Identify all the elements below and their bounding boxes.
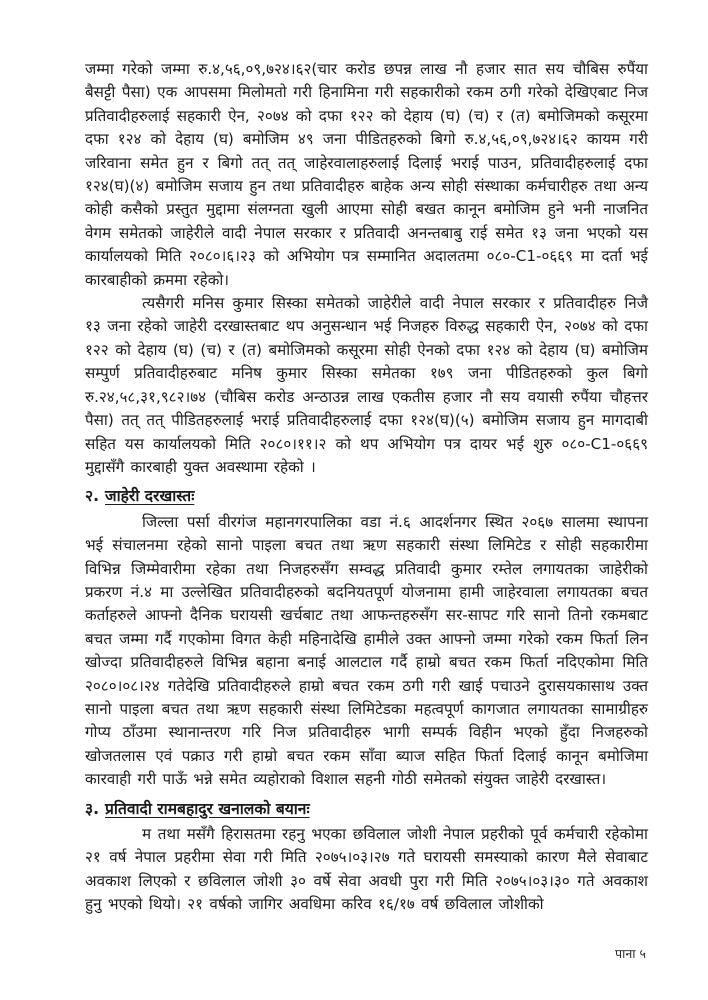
paragraph-second-complaint: त्यसैगरी मनिस कुमार सिस्का समेतको जाहेरीले वादी नेपाल सरकार र प्रतिवादीहरु निजै १३ जना रहेको जाहेरी दरखास्तबाट थप अनुसन्धान भई निजहरु विरुद्ध सहकारी ऐन, २०७४ को दफा १२२ को देहाय (घ) (च) र (त) बमोजिमको कसूरमा सोही ऐनको दफा १२४ को देहाय (घ) बमोजिम सम्पुर्ण प्रतिवादीहरुबाट मनिष कुमार सिस्का समेतका १७९ जना पीडितहरुको कुल बिगो रु.२४,५८,३१,९८२।७४ (चौबिस करोड अन्ठाउन्न लाख एकतीस हजार नौ सय वयासी रुपैंया चौहत्तर पैसा) तत् तत् पीडितहरुलाई भराई प्रतिवादीहरुलाई दफा १२४(घ)(५) बमोजिम सजाय हुन मागदाबी सहित यस कार्यालयको मिति २०८०।११।२ को थप अभियोग पत्र दायर भई शुरु ०८०-C1-०६६९ मुद्दासँगै कारबाही युक्त अवस्थामा रहेको । bbox=[85, 294, 648, 476]
section-number: २. bbox=[85, 487, 100, 506]
section-title: प्रतिवादी रामबहादुर खनालको बयानः bbox=[105, 799, 310, 818]
section-heading-defendant-statement bbox=[85, 798, 648, 821]
section-title: जाहेरी दरखास्तः bbox=[105, 487, 195, 506]
paragraph-defendant-statement-body: म तथा मसँगै हिरासतमा रहनु भएका छविलाल जोशी नेपाल प्रहरीको पूर्व कर्मचारी रहेकोमा २१ वर्ष नेपाल प्रहरीमा सेवा गरी मिति २०७५।०३।२७ गते घरायसी समस्याको कारण मैले सेवाबाट अवकाश लिएको र छविलाल जोशी ३० वर्षे सेवा अवधी पुरा गरी मिति २०७५।०३।३० गते अवकाश हुनु भएको थियो। २१ वर्षको जागिर अवधिमा करिव १६/१७ वर्ष छविलाल जोशीको bbox=[85, 825, 648, 914]
section-number: ३. bbox=[85, 799, 100, 818]
section-heading-jaheri-darkhast bbox=[85, 485, 648, 508]
page-number: पाना ५ bbox=[615, 946, 646, 961]
paragraph-continuation: जम्मा गरेको जम्मा रु.४,५६,०९,७२४।६२(चार करोड छपन्न लाख नौ हजार सात सय चौबिस रुपैंया बैसट्टी पैसा) एक आपसमा मिलोमतो गरी हिनामिना गरी सहकारीको रकम ठगी गरेको देखिएबाट निज प्रतिवादीहरुलाई सहकारी ऐन, २०७४ को दफा १२२ को देहाय (घ) (च) र (त) बमोजिमको कसूरमा दफा १२४ को देहाय (घ) बमोजिम ४९ जना पीडितहरुको बिगो रु.४,५६,०९,७२४।६२ कायम गरी जरिवाना समेत हुन र बिगो तत् तत् जाहेरवालाहरुलाई दिलाई भराई पाउन, प्रतिवादीहरुलाई दफा १२४(घ)(४) बमोजिम सजाय हुन तथा प्रतिवादीहरु बाहेक अन्य सोही संस्थाका कर्मचारीहरु तथा अन्य कोही कसैको प्रस्तुत मुद्दामा संलग्नता खुली आएमा सोही बखत कानून बमोजिम हुने भनी नाजनित वेगम समेतको जाहेरीले वादी नेपाल सरकार र प्रतिवादी अनन्तबाबु राई समेत १३ जना भएको यस कार्यालयको मिति २०८०।६।२३ को अभियोग पत्र सम्मानित अदालतमा ०८०-C1-०६६९ मा दर्ता भई कारबाहीको क्रममा रहेको। bbox=[85, 60, 648, 289]
paragraph-jaheri-darkhast-body: जिल्ला पर्सा वीरगंज महानगरपालिका वडा नं.६ आदर्शनगर स्थित २०६७ सालमा स्थापना भई संचालनमा रहेको सानो पाइला बचत तथा ऋण सहकारी संस्था लिमिटेड र सोही सहकारीमा विभिन्न जिम्मेवारीमा रहेका तथा निजहरुसँग सम्वद्ध प्रतिवादी कुमार रम्तेल लगायतका जाहेरीको प्रकरण नं.४ मा उल्लेखित प्रतिवादीहरुको बदनियतपूर्ण योजनामा हामी जाहेरवाला लगायतका बचत कर्ताहरुले आफ्नो दैनिक घरायसी खर्चबाट तथा आफन्तहरुसँग सर-सापट गरि सानो तिनो रकमबाट बचत जम्मा गर्दै गएकोमा विगत केही महिनादेखि हामीले उक्त आफ्नो जम्मा गरेको रकम फिर्ता लिन खोज्दा प्रतिवादीहरुले विभिन्न बहाना बनाई आलटाल गर्दै हाम्रो बचत रकम फिर्ता नदिएकोमा मिति २०८०।०८।२४ गतेदेखि प्रतिवादीहरुले हाम्रो बचत रकम ठगी गरी खाई पचाउने दुरासयकासाथ उक्त सानो पाइला बचत तथा ऋण सहकारी संस्था लिमिटेडका महत्वपूर्ण कागजात लगायतका सामाग्रीहरु गोप्य ठाँउमा स्थानान्तरण गरि निज प्रतिवादीहरु भागी सम्पर्क विहीन भएको हुँदा निजहरुको खोजतलास एवं पक्राउ गरी हाम्रो बचत रकम साँवा ब्याज सहित फिर्ता दिलाई कानून बमोजिमा कारवाही गरी पाऊँ भन्ने समेत व्यहोराको विशाल सहनी गोठी समेतको संयुक्त जाहेरी दरखास्त। bbox=[85, 512, 648, 789]
document-content bbox=[85, 58, 648, 917]
